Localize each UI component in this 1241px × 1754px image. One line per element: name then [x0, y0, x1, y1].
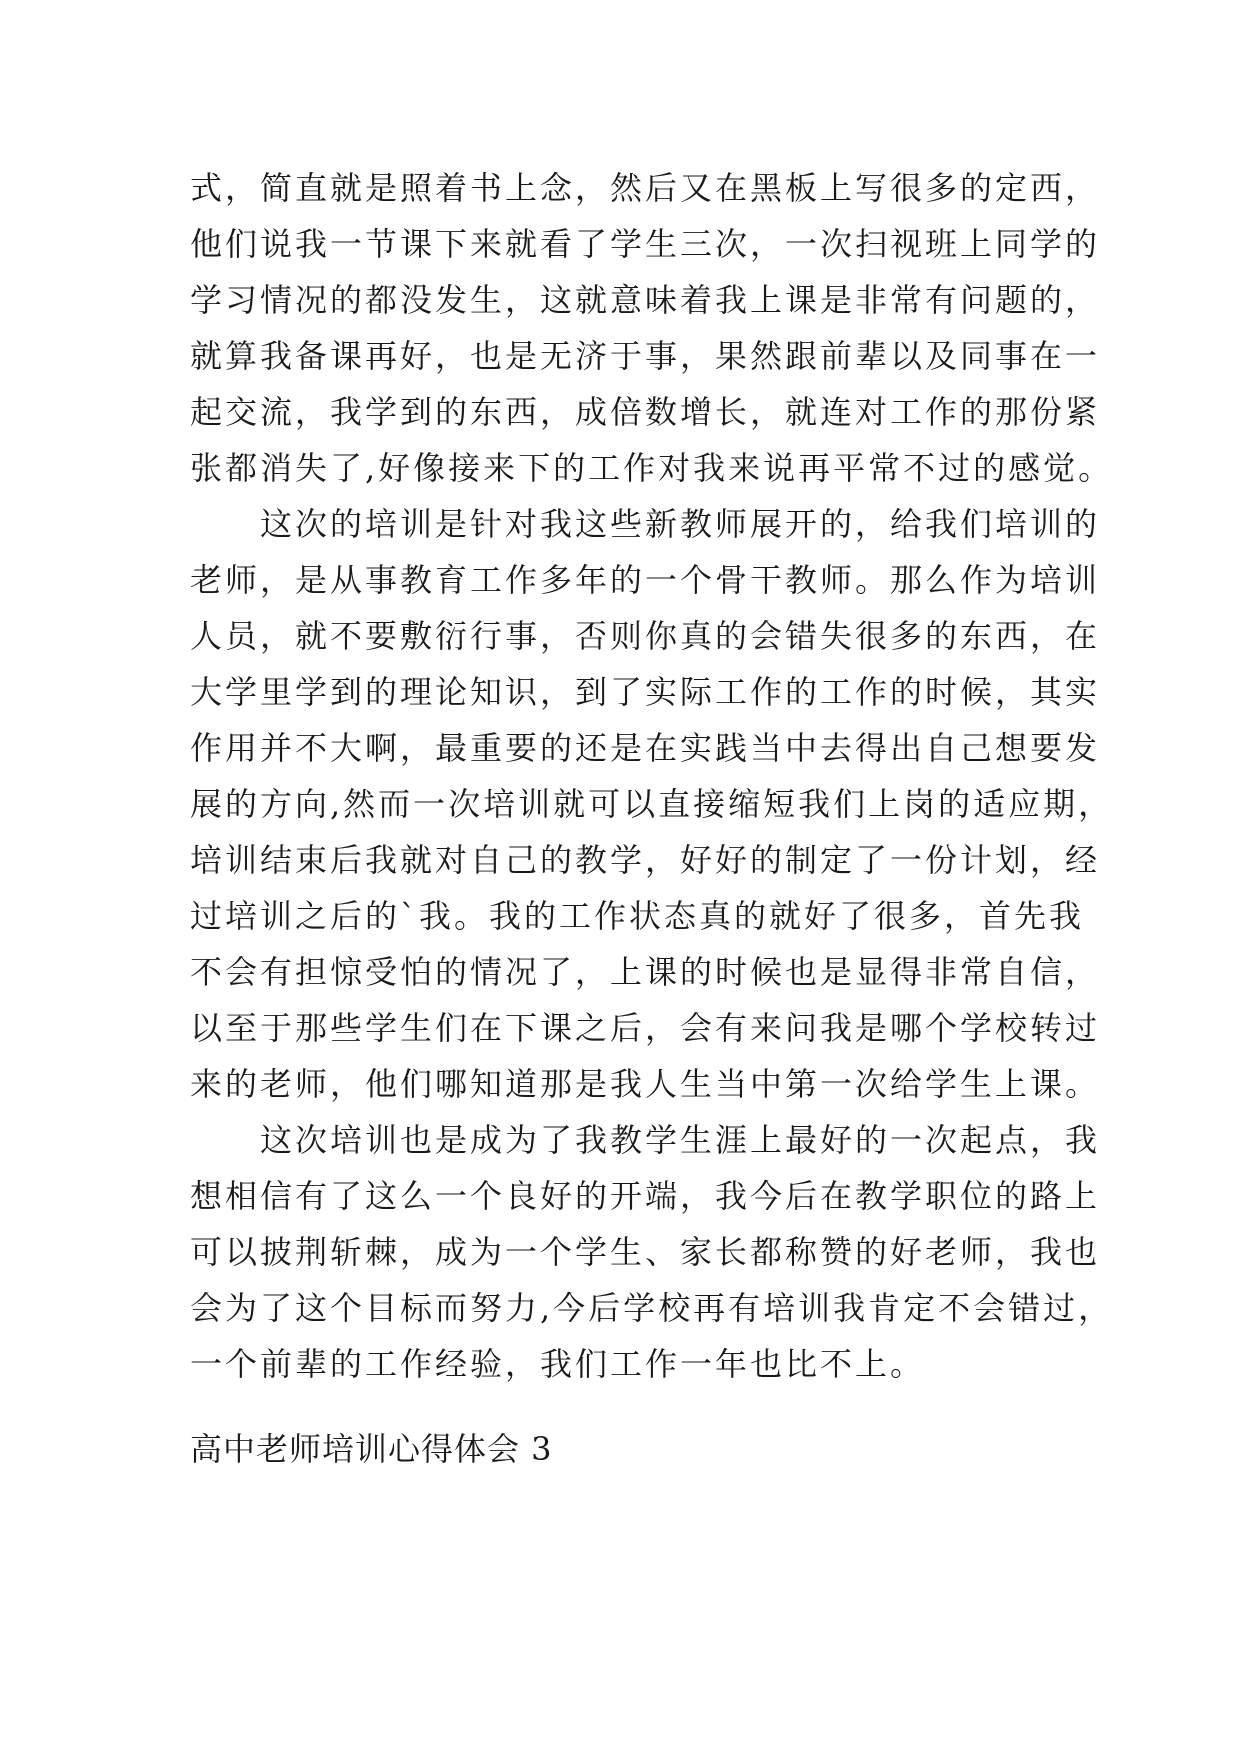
text-line: 会为了这个目标而努力,今后学校再有培训我肯定不会错过，	[190, 1289, 1114, 1327]
section-heading: 高中老师培训心得体会 3	[190, 1430, 553, 1468]
text-line: 这次培训也是成为了我教学生涯上最好的一次起点，我	[190, 1121, 1101, 1159]
text-line: 老师，是从事教育工作多年的一个骨干教师。那么作为培训	[190, 561, 1101, 599]
text-line: 培训结束后我就对自己的教学，好好的制定了一份计划，经	[190, 841, 1101, 879]
body-text	[190, 160, 1114, 1392]
text-line: 可以披荆斩棘，成为一个学生、家长都称赞的好老师，我也	[190, 1233, 1101, 1271]
text-line: 张都消失了,好像接来下的工作对我来说再平常不过的感觉。	[190, 449, 1114, 487]
text-line: 来的老师，他们哪知道那是我人生当中第一次给学生上课。	[190, 1065, 1101, 1103]
text-line: 学习情况的都没发生，这就意味着我上课是非常有问题的，	[190, 281, 1101, 319]
text-line: 这次的培训是针对我这些新教师展开的，给我们培训的	[190, 505, 1101, 543]
text-line: 想相信有了这么一个良好的开端，我今后在教学职位的路上	[190, 1177, 1101, 1215]
text-line: 作用并不大啊，最重要的还是在实践当中去得出自己想要发	[190, 729, 1101, 767]
text-line: 人员，就不要敷衍行事，否则你真的会错失很多的东西，在	[190, 617, 1101, 655]
text-line: 就算我备课再好，也是无济于事，果然跟前辈以及同事在一	[190, 337, 1101, 375]
text-line: 一个前辈的工作经验，我们工作一年也比不上。	[190, 1345, 926, 1383]
text-line: 他们说我一节课下来就看了学生三次，一次扫视班上同学的	[190, 225, 1101, 263]
text-line: 起交流，我学到的东西，成倍数增长，就连对工作的那份紧	[190, 393, 1101, 431]
text-line: 过培训之后的`我。我的工作状态真的就好了很多，首先我	[190, 897, 1085, 935]
text-line: 式，简直就是照着书上念，然后又在黑板上写很多的定西，	[190, 169, 1101, 207]
text-line: 以至于那些学生们在下课之后，会有来问我是哪个学校转过	[190, 1009, 1101, 1047]
text-line: 不会有担惊受怕的情况了，上课的时候也是显得非常自信，	[190, 953, 1101, 991]
text-line: 展的方向,然而一次培训就可以直接缩短我们上岗的适应期，	[190, 785, 1114, 823]
text-line: 大学里学到的理论知识，到了实际工作的工作的时候，其实	[190, 673, 1101, 711]
